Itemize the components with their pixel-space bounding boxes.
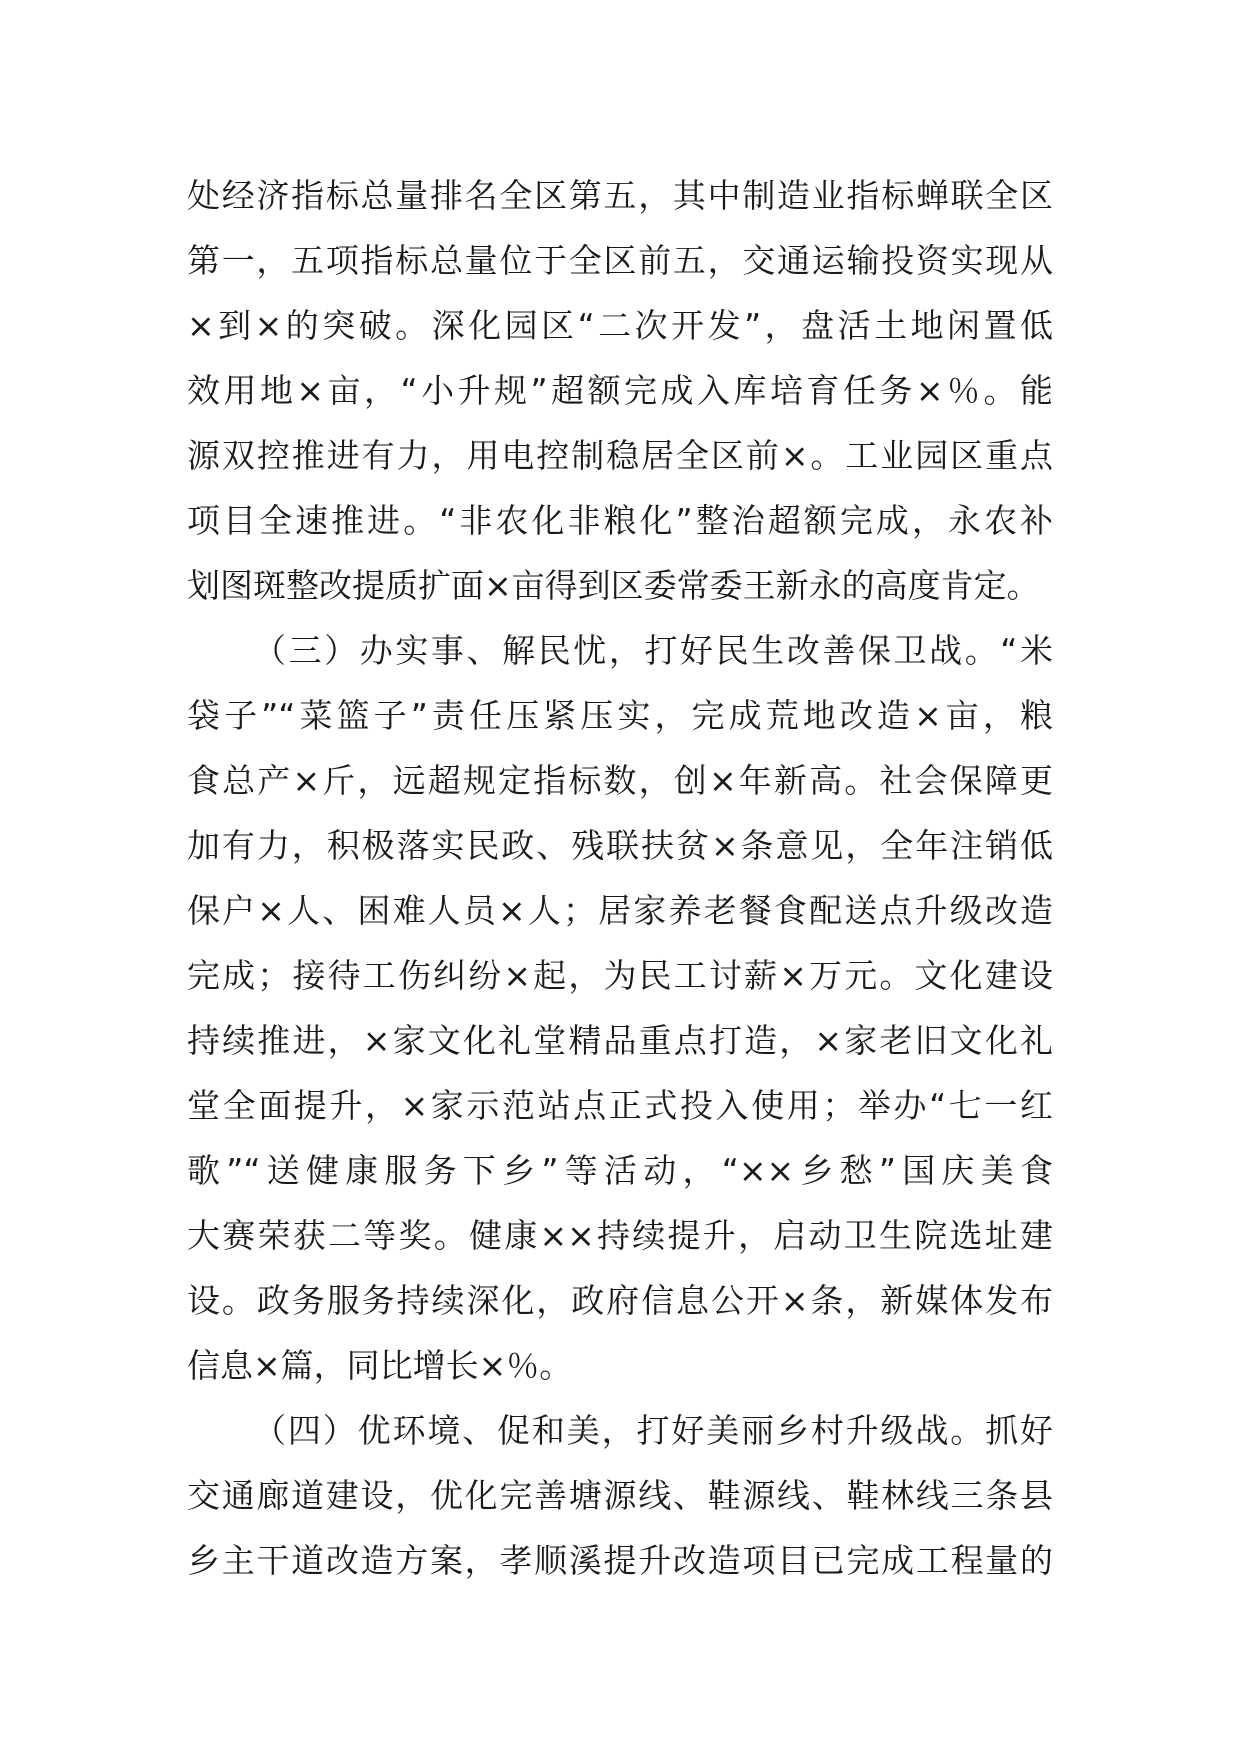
paragraph-economy bbox=[187, 163, 1053, 618]
text-line: 袋子”“菜篮子”责任压紧压实，完成荒地改造×亩，粮 bbox=[187, 696, 1053, 735]
text-line: 交通廊道建设，优化完善塘源线、鞋源线、鞋林线三条县 bbox=[187, 1476, 1053, 1515]
text-line: （四）优环境、促和美，打好美丽乡村升级战。抓好 bbox=[253, 1411, 1053, 1450]
paragraph-environment bbox=[187, 1398, 1053, 1593]
text-line: 处经济指标总量排名全区第五，其中制造业指标蝉联全区 bbox=[187, 176, 1053, 215]
text-line: （三）办实事、解民忧，打好民生改善保卫战。“米 bbox=[253, 631, 1053, 670]
document-body bbox=[187, 163, 1053, 1593]
text-line: 项目全速推进。“非农化非粮化”整治超额完成，永农补 bbox=[187, 501, 1053, 540]
text-line: 完成；接待工伤纠纷×起，为民工讨薪×万元。文化建设 bbox=[187, 956, 1053, 995]
text-line: 堂全面提升，×家示范站点正式投入使用；举办“七一红 bbox=[187, 1086, 1053, 1125]
text-line: 加有力，积极落实民政、残联扶贫×条意见，全年注销低 bbox=[187, 826, 1053, 865]
text-line: 信息×篇，同比增长×％。 bbox=[187, 1346, 573, 1385]
text-line: 大赛荣获二等奖。健康××持续提升，启动卫生院选址建 bbox=[187, 1216, 1053, 1255]
text-line: 第一，五项指标总量位于全区前五，交通运输投资实现从 bbox=[187, 241, 1053, 280]
text-line: 持续推进，×家文化礼堂精品重点打造，×家老旧文化礼 bbox=[187, 1021, 1053, 1060]
text-line: 乡主干道改造方案，孝顺溪提升改造项目已完成工程量的 bbox=[187, 1541, 1053, 1580]
paragraph-livelihood bbox=[187, 618, 1053, 1398]
text-line: 源双控推进有力，用电控制稳居全区前×。工业园区重点 bbox=[187, 436, 1053, 475]
text-line: 效用地×亩，“小升规”超额完成入库培育任务×％。能 bbox=[187, 371, 1053, 410]
text-line: 设。政务服务持续深化，政府信息公开×条，新媒体发布 bbox=[187, 1281, 1053, 1320]
text-line: 保户×人、困难人员×人；居家养老餐食配送点升级改造 bbox=[187, 891, 1053, 930]
text-line: 歌”“送健康服务下乡”等活动，“××乡愁”国庆美食 bbox=[187, 1151, 1053, 1190]
text-line: 划图斑整改提质扩面×亩得到区委常委王新永的高度肯定。 bbox=[187, 566, 1040, 605]
text-line: ×到×的突破。深化园区“二次开发”，盘活土地闲置低 bbox=[187, 306, 1053, 345]
text-line: 食总产×斤，远超规定指标数，创×年新高。社会保障更 bbox=[187, 761, 1053, 800]
